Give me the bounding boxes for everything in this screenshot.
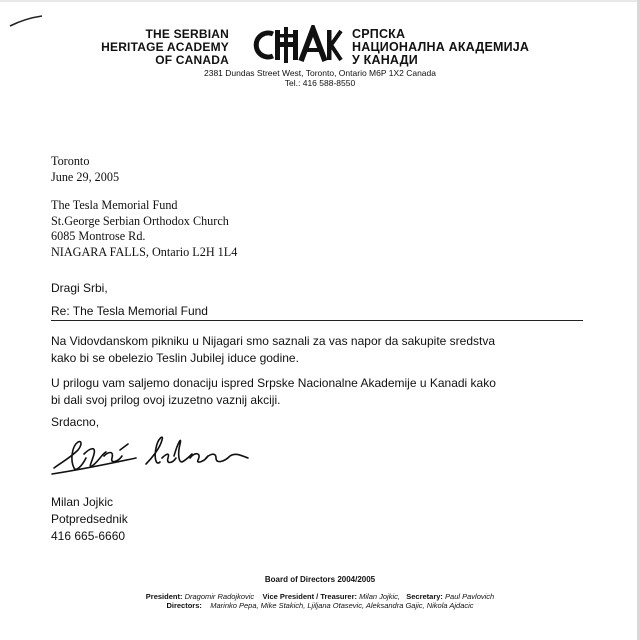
signer-phone-block [51,528,125,545]
salutation [51,280,108,297]
pen-mark [8,14,44,28]
letterhead-cyrillic-line: СРПСКА [352,27,406,41]
handwritten-signature [48,428,268,480]
signer-phone: 416 665-6660 [51,529,126,543]
recipient-line: St.George Serbian Orthodox Church [51,213,229,228]
secretary-label: Secretary: [406,592,443,601]
letterhead-english-line: OF CANADA [155,53,229,67]
letterhead-cyrillic [352,28,529,67]
subject-rule [51,320,583,321]
recipient-line: 6085 Montrose Rd. [51,229,146,243]
letterhead-english [101,28,229,67]
paragraph-line: bi dali svoj prilog ovoj izuzetno vaznij akciji. [51,393,281,407]
subject-line [51,303,208,320]
dateline-city: Toronto [51,154,90,168]
board-heading: Board of Directors 2004/2005 [264,575,376,584]
signer-name: Milan Jojkic [51,495,114,509]
board-members [0,592,640,610]
footer-officers-line [0,592,640,601]
letterhead-phone: Tel.: 416 588-8550 [284,78,356,88]
closing-text: Srdacno, [51,415,100,429]
subject-text: Re: The Tesla Memorial Fund [51,304,208,318]
dateline-date: June 29, 2005 [51,169,120,184]
secretary-name: Paul Pavlovich [445,592,495,601]
scan-edge [0,0,640,2]
paragraph-line: Na Vidovdanskom pikniku u Nijagari smo saznali za vas napor da sakupite sredstva [51,334,496,348]
directors-label: Directors: [166,601,202,610]
recipient-address [51,198,237,260]
paragraph-2 [51,375,496,409]
footer-directors-line [0,601,640,610]
president-label: President: [145,592,183,601]
recipient-line: The Tesla Memorial Fund [51,198,178,212]
vp-label: Vice President / Treasurer: [262,592,358,601]
recipient-line: NIAGARA FALLS, Ontario L2H 1L4 [51,244,238,259]
salutation-text: Dragi Srbi, [51,281,108,295]
letterhead-english-line: HERITAGE ACADEMY [101,40,229,54]
paragraph-1 [51,333,495,367]
letterhead-address: 2381 Dundas Street West, Toronto, Ontario M6P 1X2 Canada [203,68,436,78]
paragraph-line: U prilogu vam saljemo donaciju ispred Srpske Nacionalne Akademije u Kanadi kako [51,376,496,390]
president-name: Dragomir Radojkovic [184,592,255,601]
paragraph-line: kako bi se obelezio Teslin Jubilej iduce godine. [51,351,299,365]
dateline [51,154,119,185]
letterhead-address-block [0,68,640,88]
academy-monogram-logo [247,25,343,65]
letterhead-english-line: THE SERBIAN [145,27,229,41]
vp-name: Milan Jojkic, [359,592,400,601]
letterhead-cyrillic-line: У КАНАДИ [352,53,418,67]
signer-title: Potpredsednik [51,512,128,526]
directors-names: Marinko Pepa, Mike Stakich, Ljiljana Otasevic, Aleksandra Gajic, Nikola Ajdacic [210,601,474,610]
letterhead-cyrillic-line: НАЦИОНАЛНА АКАДЕМИЈА [352,40,530,54]
signer-block [51,494,128,528]
